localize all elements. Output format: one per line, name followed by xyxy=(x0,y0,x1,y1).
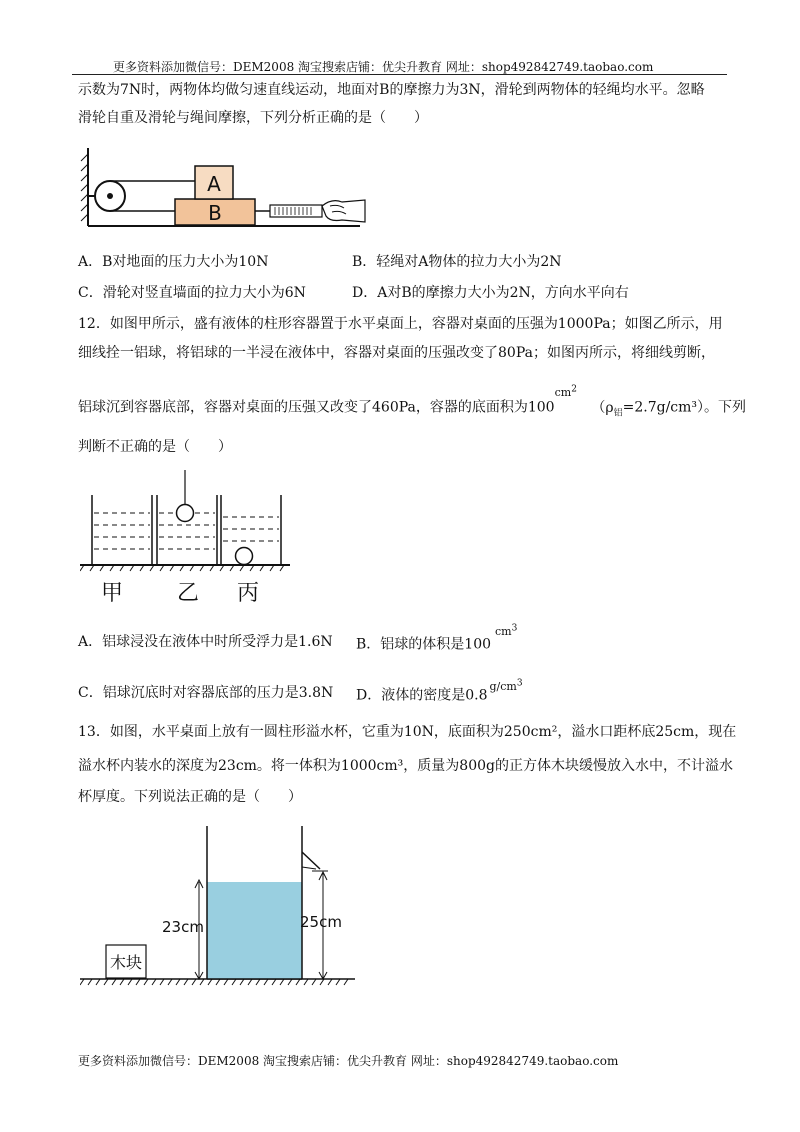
aluminum-ball-bottom xyxy=(236,548,253,565)
q11-option-d: D．A对B的摩擦力大小为2N，方向水平向右 xyxy=(352,285,629,301)
page-footer: 更多资料添加微信号：DEM2008 淘宝搜索店铺：优尖升教育 网址：shop492842749.taobao.com xyxy=(78,1054,619,1068)
block-b-label: B xyxy=(208,201,222,225)
label-yi: 乙 xyxy=(176,581,200,605)
q13-line3: 杯厚度。下列说法正确的是（ ） xyxy=(78,789,302,805)
page-header: 更多资料添加微信号：DEM2008 淘宝搜索店铺：优尖升教育 网址：shop492842749.taobao.com xyxy=(113,60,654,74)
q11-pulley-figure xyxy=(80,146,370,236)
q12-option-d: D．液体的密度是$0.8^{g/cm^3}$ xyxy=(356,678,523,704)
q11-option-b: B．轻绳对A物体的拉力大小为2N xyxy=(352,254,562,270)
container-jia xyxy=(92,495,152,565)
q13-line2: 溢水杯内装水的深度为23cm。将一体积为1000cm³，质量为800g的正方体木块缓慢放入水中，不计溢水 xyxy=(78,758,733,774)
q11-option-a: A．B对地面的压力大小为10N xyxy=(78,254,269,270)
spring-scale-icon xyxy=(270,205,322,217)
spout-icon xyxy=(302,852,320,869)
q12-line3: 铝球沉到容器底部，容器对桌面的压强又改变了460Pa，容器的底面积为$100^{cm^2}$ $(\rho_铝=2.7g/cm^3)$。下列 xyxy=(78,384,747,419)
q12-line4: 判断不正确的是（ ） xyxy=(78,439,232,455)
q11-line2: 滑轮自重及滑轮与绳间摩擦，下列分析正确的是（ ） xyxy=(78,110,428,126)
header-rule xyxy=(72,74,727,75)
container-yi xyxy=(157,470,217,565)
aluminum-ball-hanging xyxy=(177,505,194,522)
q13-overflow-cup-figure xyxy=(80,822,360,992)
label-bing: 丙 xyxy=(236,581,260,605)
depth-label: 23cm xyxy=(162,918,204,936)
q12-line2: 细线拴一铝球，将铝球的一半浸在液体中，容器对桌面的压强改变了80Pa；如图丙所示，将细线剪断， xyxy=(78,345,715,361)
water xyxy=(207,882,302,979)
label-jia: 甲 xyxy=(100,581,124,605)
container-bing xyxy=(221,495,281,565)
q11-option-c: C．滑轮对竖直墙面的拉力大小为6N xyxy=(78,285,306,301)
wooden-block-label: 木块 xyxy=(109,953,143,972)
q12-line1: 12．如图甲所示，盛有液体的柱形容器置于水平桌面上，容器对桌面的压强为1000Pa；如图乙所示，用 xyxy=(78,316,723,332)
block-a-label: A xyxy=(207,172,221,196)
q12-option-b: B．铝球的体积是$100^{cm^3}$ xyxy=(356,623,518,653)
q11-line1: 示数为7N时，两物体均做匀速直线运动，地面对B的摩擦力为3N，滑轮到两物体的轻绳均水平。忽略 xyxy=(78,82,705,98)
height-label: 25cm xyxy=(300,913,342,931)
q12-containers-figure xyxy=(80,470,295,605)
hand-icon xyxy=(322,200,365,222)
q12-option-c: C．铝球沉底时对容器底部的压力是3.8N xyxy=(78,685,334,701)
q12-option-a: A．铝球浸没在液体中时所受浮力是1.6N xyxy=(78,634,333,650)
q13-line1: 13．如图，水平桌面上放有一圆柱形溢水杯，它重为10N，底面积为250cm²，溢水口距杯底25cm，现在 xyxy=(78,724,737,740)
